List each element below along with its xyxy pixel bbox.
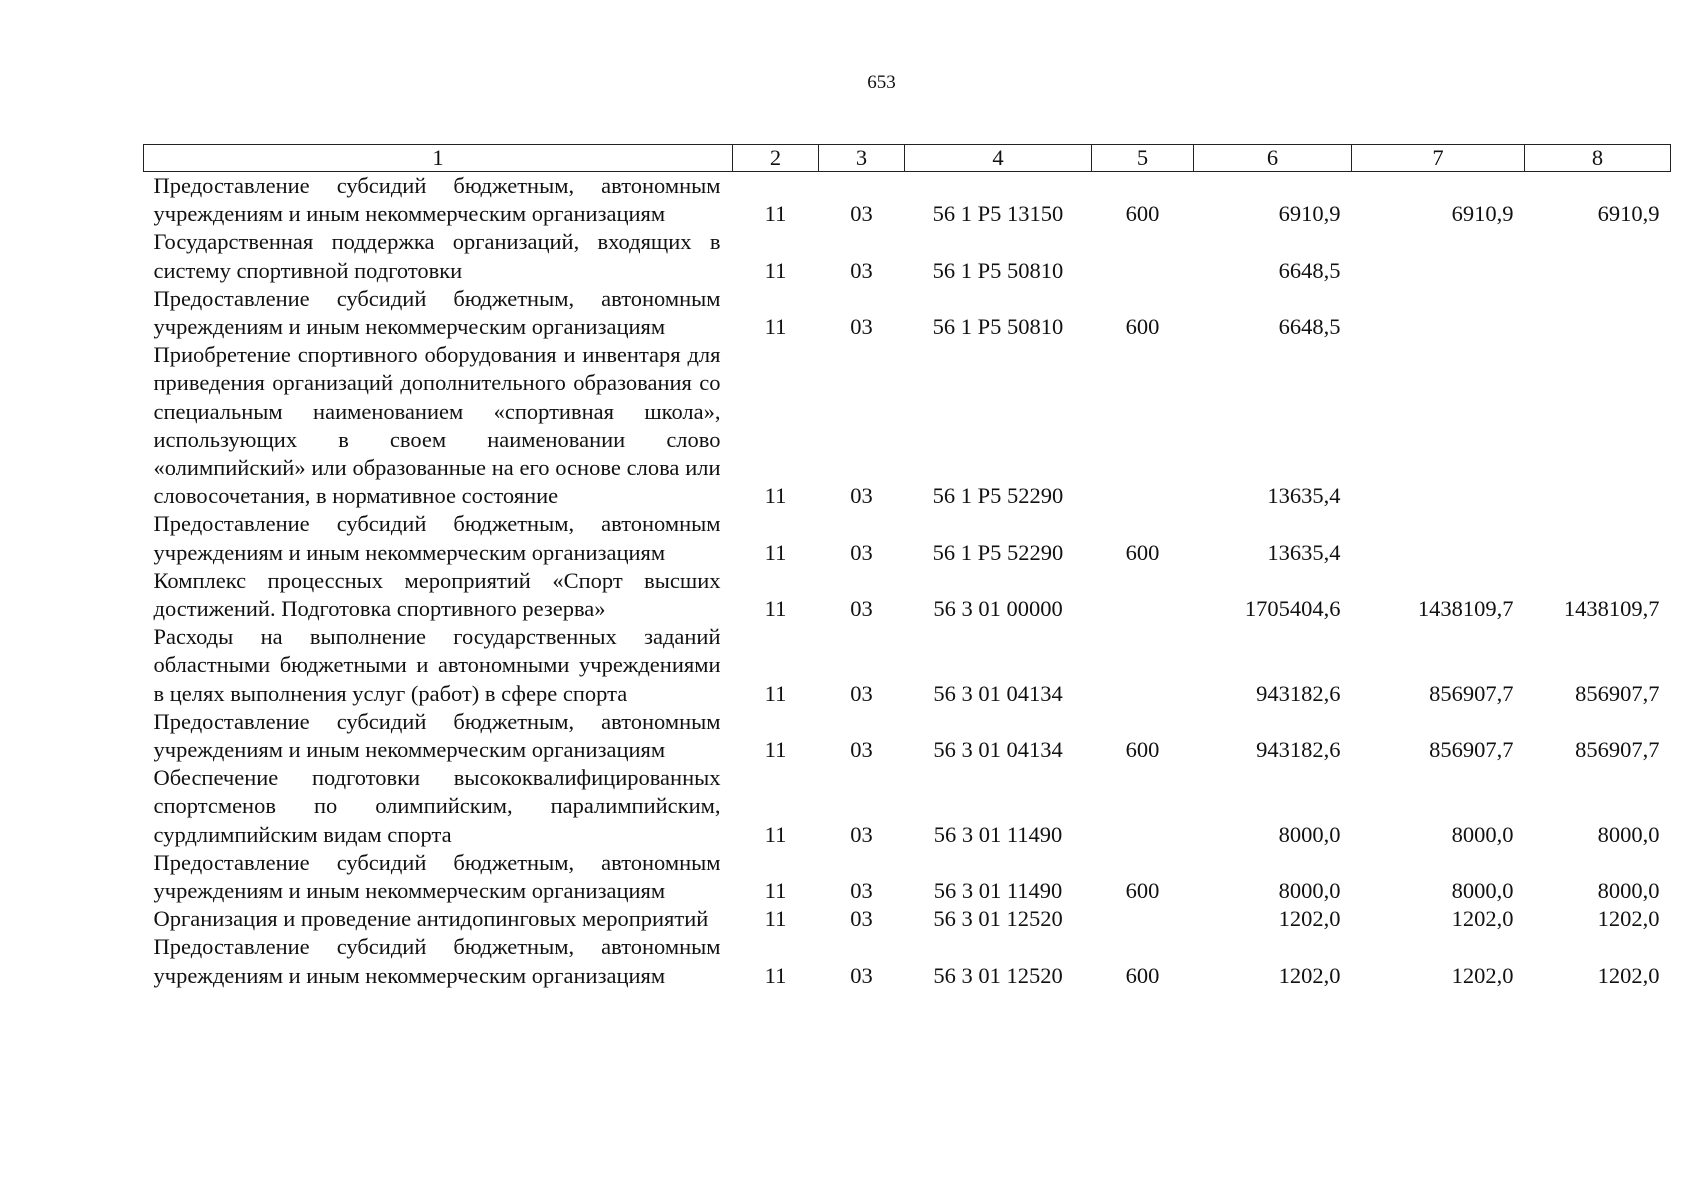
row-expense-type: 600 <box>1125 878 1160 904</box>
row-section: 11 <box>764 906 787 932</box>
table-row <box>144 567 1671 623</box>
row-target-code: 56 3 01 00000 <box>933 596 1063 622</box>
row-value-col7: 1202,0 <box>1451 962 1514 988</box>
row-value-col8 <box>1525 510 1671 566</box>
row-name: Приобретение спортивного оборудования и инвентаря для приведения организаций дополнительного образования со специальным наименованием «спортивная школа», использующих в своем наименовании слово «олимпийский» или образованные на его основе слова или словосочетания, в нормативное состояние <box>153 342 721 509</box>
row-expense-type: 600 <box>1125 962 1160 988</box>
row-value-col8: 6910,9 <box>1597 201 1660 227</box>
row-expense-type <box>1092 764 1194 849</box>
row-name: Предоставление субсидий бюджетным, автономным учреждениям и иным некоммерческим организациям <box>153 173 721 227</box>
row-subsection: 03 <box>850 539 873 565</box>
table-row <box>144 708 1671 764</box>
row-expense-type <box>1092 341 1194 510</box>
row-subsection: 03 <box>850 483 873 509</box>
row-value-col6: 6910,9 <box>1278 201 1341 227</box>
table-row <box>144 285 1671 341</box>
row-section: 11 <box>764 257 787 283</box>
row-expense-type: 600 <box>1125 201 1160 227</box>
row-value-col8 <box>1525 341 1671 510</box>
page-number: 653 <box>867 72 896 93</box>
row-expense-type <box>1092 567 1194 623</box>
table-row <box>144 905 1671 933</box>
row-expense-type <box>1092 228 1194 284</box>
row-subsection: 03 <box>850 596 873 622</box>
row-section: 11 <box>764 680 787 706</box>
row-value-col6: 8000,0 <box>1278 878 1341 904</box>
row-target-code: 56 3 01 12520 <box>933 962 1063 988</box>
table-row <box>144 228 1671 284</box>
table-row <box>144 623 1671 708</box>
row-name: Предоставление субсидий бюджетным, автономным учреждениям и иным некоммерческим организациям <box>153 934 721 988</box>
row-expense-type: 600 <box>1125 539 1160 565</box>
row-expense-type: 600 <box>1125 314 1160 340</box>
row-value-col8 <box>1525 228 1671 284</box>
row-name: Обеспечение подготовки высококвалифицированных спортсменов по олимпийским, паралимпийским, сурдлимпийским видам спорта <box>153 765 721 847</box>
row-value-col6: 1705404,6 <box>1244 596 1341 622</box>
row-value-col7 <box>1352 510 1525 566</box>
row-section: 11 <box>764 483 787 509</box>
row-value-col8: 8000,0 <box>1597 821 1660 847</box>
row-value-col7: 8000,0 <box>1451 821 1514 847</box>
row-subsection: 03 <box>850 737 873 763</box>
row-section: 11 <box>764 821 787 847</box>
row-name: Комплекс процессных мероприятий «Спорт высших достижений. Подготовка спортивного резерва» <box>153 567 721 622</box>
row-value-col7 <box>1352 341 1525 510</box>
row-value-col6: 13635,4 <box>1267 539 1341 565</box>
budget-table <box>143 144 1671 990</box>
row-value-col8 <box>1525 285 1671 341</box>
row-value-col6: 6648,5 <box>1278 257 1341 283</box>
row-name: Предоставление субсидий бюджетным, автономным учреждениям и иным некоммерческим организациям <box>153 708 721 763</box>
table-row <box>144 849 1671 905</box>
row-value-col8: 856907,7 <box>1575 737 1660 763</box>
row-subsection: 03 <box>850 201 873 227</box>
table-header-row <box>144 145 1671 172</box>
row-name: Государственная поддержка организаций, входящих в систему спортивной подготовки <box>153 229 721 283</box>
row-subsection: 03 <box>850 962 873 988</box>
row-section: 11 <box>764 878 787 904</box>
row-section: 11 <box>764 314 787 340</box>
row-expense-type <box>1092 905 1194 933</box>
row-target-code: 56 3 01 04134 <box>933 737 1063 763</box>
row-value-col8: 1438109,7 <box>1563 596 1660 622</box>
header-cell-3: 3 <box>819 145 905 172</box>
row-value-col8: 1202,0 <box>1597 962 1660 988</box>
row-name: Предоставление субсидий бюджетным, автономным учреждениям и иным некоммерческим организациям <box>153 511 721 565</box>
row-section: 11 <box>764 962 787 988</box>
row-value-col6: 943182,6 <box>1256 680 1341 706</box>
table-row <box>144 341 1671 510</box>
row-name: Предоставление субсидий бюджетным, автономным учреждениям и иным некоммерческим организациям <box>153 285 721 340</box>
row-target-code: 56 3 01 12520 <box>933 906 1063 932</box>
table-row <box>144 933 1671 989</box>
row-name: Расходы на выполнение государственных заданий областными бюджетными и автономными учреждениями в целях выполнения услуг (работ) в сфере спорта <box>153 624 721 706</box>
row-expense-type <box>1092 623 1194 708</box>
row-value-col7 <box>1352 228 1525 284</box>
row-value-col8: 1202,0 <box>1597 906 1660 932</box>
row-value-col6: 1202,0 <box>1278 906 1341 932</box>
header-cell-5: 5 <box>1092 145 1194 172</box>
table-row <box>144 172 1671 229</box>
row-subsection: 03 <box>850 878 873 904</box>
row-value-col8: 856907,7 <box>1575 680 1660 706</box>
row-expense-type: 600 <box>1125 737 1160 763</box>
header-cell-2: 2 <box>733 145 819 172</box>
row-subsection: 03 <box>850 257 873 283</box>
row-subsection: 03 <box>850 314 873 340</box>
row-target-code: 56 1 Р5 50810 <box>932 257 1064 283</box>
row-value-col7: 1438109,7 <box>1417 596 1514 622</box>
row-section: 11 <box>764 737 787 763</box>
row-target-code: 56 3 01 11490 <box>933 821 1063 847</box>
row-value-col7: 1202,0 <box>1451 906 1514 932</box>
header-cell-6: 6 <box>1194 145 1352 172</box>
header-cell-4: 4 <box>905 145 1092 172</box>
row-name: Организация и проведение антидопинговых мероприятий <box>153 906 709 932</box>
row-value-col6: 1202,0 <box>1278 962 1341 988</box>
header-cell-1: 1 <box>144 145 733 172</box>
row-subsection: 03 <box>850 906 873 932</box>
row-value-col6: 943182,6 <box>1256 737 1341 763</box>
row-section: 11 <box>764 201 787 227</box>
row-target-code: 56 1 Р5 13150 <box>932 201 1064 227</box>
row-subsection: 03 <box>850 821 873 847</box>
table-row <box>144 510 1671 566</box>
row-subsection: 03 <box>850 680 873 706</box>
row-target-code: 56 3 01 04134 <box>933 680 1063 706</box>
row-value-col7: 6910,9 <box>1451 201 1514 227</box>
header-cell-7: 7 <box>1352 145 1525 172</box>
row-value-col6: 6648,5 <box>1278 314 1341 340</box>
row-value-col6: 13635,4 <box>1267 483 1341 509</box>
row-value-col7 <box>1352 285 1525 341</box>
row-value-col6: 8000,0 <box>1278 821 1341 847</box>
row-value-col7: 856907,7 <box>1429 737 1514 763</box>
row-name: Предоставление субсидий бюджетным, автономным учреждениям и иным некоммерческим организациям <box>153 849 721 904</box>
row-section: 11 <box>764 596 787 622</box>
row-value-col8: 8000,0 <box>1597 878 1660 904</box>
row-target-code: 56 3 01 11490 <box>933 878 1063 904</box>
row-value-col7: 8000,0 <box>1451 878 1514 904</box>
table-row <box>144 764 1671 849</box>
row-value-col7: 856907,7 <box>1429 680 1514 706</box>
row-target-code: 56 1 Р5 52290 <box>932 483 1064 509</box>
row-target-code: 56 1 Р5 50810 <box>932 314 1064 340</box>
header-cell-8: 8 <box>1525 145 1671 172</box>
row-section: 11 <box>764 539 787 565</box>
row-target-code: 56 1 Р5 52290 <box>932 539 1064 565</box>
